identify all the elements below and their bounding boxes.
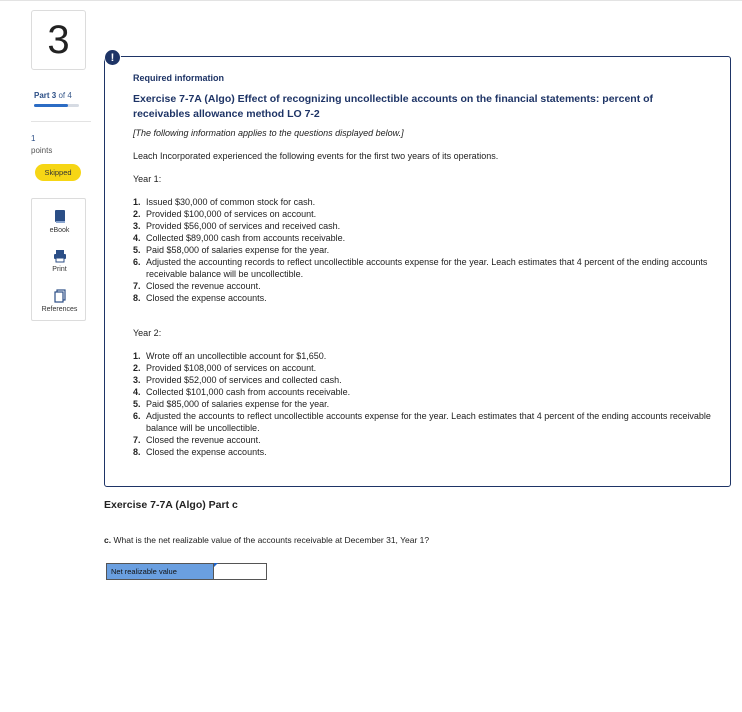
question-prefix: c. bbox=[104, 535, 112, 545]
event-number: 4. bbox=[133, 387, 141, 397]
question-text bbox=[104, 535, 429, 545]
event-text: Collected $89,000 cash from accounts receivable. bbox=[146, 233, 346, 243]
ebook-label: eBook bbox=[49, 227, 70, 234]
part-current: Part 3 bbox=[34, 91, 57, 100]
event-number: 5. bbox=[133, 245, 141, 255]
part-total: of 4 bbox=[58, 91, 72, 100]
event-text: Provided $100,000 of services on account. bbox=[146, 209, 317, 219]
references-button[interactable] bbox=[32, 289, 87, 313]
references-label: References bbox=[41, 306, 78, 313]
list-item bbox=[133, 196, 713, 208]
book-icon bbox=[54, 209, 66, 224]
applies-note: [The following information applies to the questions displayed below.] bbox=[133, 128, 404, 138]
event-number: 4. bbox=[133, 233, 141, 243]
print-label: Print bbox=[52, 266, 67, 273]
required-info-heading: Required information bbox=[133, 73, 225, 83]
event-text: Adjusted the accounting records to reflect uncollectible accounts expense for the year. Leach estimates that 4 percent of the ending accounts receivable balance will be uncollectible. bbox=[146, 257, 708, 279]
year2-label: Year 2: bbox=[133, 328, 162, 338]
list-item bbox=[133, 232, 713, 244]
list-item bbox=[133, 244, 713, 256]
year1-events bbox=[133, 196, 713, 304]
status-badge: Skipped bbox=[35, 164, 81, 181]
event-text: Issued $30,000 of common stock for cash. bbox=[146, 197, 316, 207]
list-item bbox=[133, 398, 713, 410]
list-item bbox=[133, 362, 713, 374]
event-text: Wrote off an uncollectible account for $1,650. bbox=[146, 351, 327, 361]
print-button[interactable] bbox=[32, 249, 87, 273]
intro-text: Leach Incorporated experienced the following events for the first two years of its operations. bbox=[133, 151, 499, 161]
list-item bbox=[133, 280, 713, 292]
event-text: Provided $56,000 of services and received cash. bbox=[146, 221, 341, 231]
year2-events bbox=[133, 350, 713, 458]
rail-divider bbox=[31, 121, 91, 122]
part-title: Exercise 7-7A (Algo) Part c bbox=[104, 499, 238, 511]
list-item bbox=[133, 292, 713, 304]
exercise-title: Exercise 7-7A (Algo) Effect of recognizing uncollectible accounts on the financial statements: percent of receivables allowance method LO 7-2 bbox=[133, 93, 654, 120]
part-indicator bbox=[34, 91, 72, 100]
list-item bbox=[133, 256, 713, 280]
event-text: Provided $108,000 of services on account. bbox=[146, 363, 317, 373]
list-item bbox=[133, 374, 713, 386]
event-number: 1. bbox=[133, 197, 141, 207]
event-text: Paid $85,000 of salaries expense for the year. bbox=[146, 399, 330, 409]
question-body: What is the net realizable value of the accounts receivable at December 31, Year 1? bbox=[113, 535, 430, 545]
required-information-panel bbox=[104, 56, 731, 487]
part-progress-fill bbox=[34, 104, 68, 107]
part-progress-bar bbox=[34, 104, 79, 107]
event-text: Paid $58,000 of salaries expense for the year. bbox=[146, 245, 330, 255]
tools-panel bbox=[31, 198, 86, 321]
alert-icon: ! bbox=[104, 49, 121, 66]
event-number: 8. bbox=[133, 447, 141, 457]
list-item bbox=[133, 220, 713, 232]
ebook-button[interactable] bbox=[32, 209, 87, 234]
event-number: 7. bbox=[133, 281, 141, 291]
points-label: points bbox=[31, 146, 53, 155]
answer-label: Net realizable value bbox=[107, 564, 214, 579]
list-item bbox=[133, 434, 713, 446]
event-text: Closed the revenue account. bbox=[146, 281, 261, 291]
event-number: 3. bbox=[133, 221, 141, 231]
points-value: 1 bbox=[31, 134, 36, 143]
event-number: 2. bbox=[133, 363, 141, 373]
event-number: 6. bbox=[133, 257, 141, 267]
question-number: 3 bbox=[31, 10, 86, 70]
answer-flag-icon bbox=[214, 563, 218, 567]
event-text: Closed the expense accounts. bbox=[146, 447, 267, 457]
event-text: Collected $101,000 cash from accounts receivable. bbox=[146, 387, 351, 397]
list-item bbox=[133, 410, 713, 434]
net-realizable-value-input[interactable] bbox=[214, 564, 266, 579]
event-text: Provided $52,000 of services and collected cash. bbox=[146, 375, 342, 385]
list-item bbox=[133, 350, 713, 362]
document-icon bbox=[54, 289, 66, 303]
top-divider bbox=[0, 0, 742, 1]
event-number: 5. bbox=[133, 399, 141, 409]
event-number: 3. bbox=[133, 375, 141, 385]
event-text: Adjusted the accounts to reflect uncollectible accounts expense for the year. Leach estimates that 4 percent of the ending accounts receivable balance will be uncollectible. bbox=[146, 411, 711, 433]
answer-row bbox=[106, 563, 267, 580]
event-number: 1. bbox=[133, 351, 141, 361]
year1-label: Year 1: bbox=[133, 174, 162, 184]
event-number: 2. bbox=[133, 209, 141, 219]
event-number: 8. bbox=[133, 293, 141, 303]
event-number: 7. bbox=[133, 435, 141, 445]
list-item bbox=[133, 208, 713, 220]
event-text: Closed the revenue account. bbox=[146, 435, 261, 445]
list-item bbox=[133, 446, 713, 458]
event-number: 6. bbox=[133, 411, 141, 421]
printer-icon bbox=[53, 249, 67, 263]
list-item bbox=[133, 386, 713, 398]
event-text: Closed the expense accounts. bbox=[146, 293, 267, 303]
